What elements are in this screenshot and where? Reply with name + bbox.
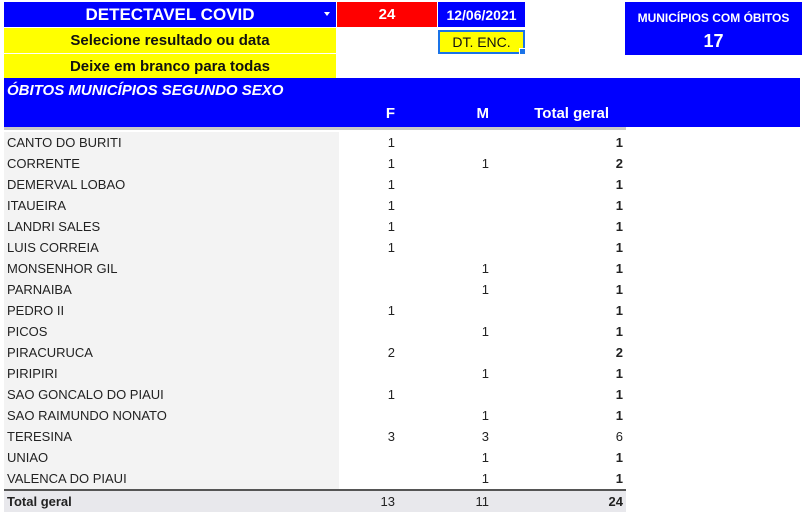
count-value: 24 — [378, 6, 396, 23]
dropdown-arrow-icon[interactable] — [324, 12, 330, 16]
cell-f — [336, 363, 395, 384]
municipality-name: PIRIPIRI — [4, 363, 339, 384]
cell-m: 1 — [481, 366, 489, 381]
kpi-value: 17 — [703, 31, 724, 51]
cell-f: 1 — [387, 387, 395, 402]
instruction-blank-text: Deixe em branco para todas — [69, 57, 271, 75]
cell-f: 1 — [387, 303, 395, 318]
cell-m — [395, 342, 489, 363]
cell-total: 1 — [615, 303, 623, 318]
table-title: ÓBITOS MUNICÍPIOS SEGUNDO SEXO — [7, 82, 284, 99]
selection-handle[interactable] — [519, 48, 526, 55]
kpi-box — [625, 2, 802, 55]
cell-total: 1 — [615, 408, 623, 423]
cell-total: 1 — [615, 366, 623, 381]
table-row — [4, 153, 626, 174]
cell-f — [336, 447, 395, 468]
cell-f: 1 — [387, 135, 395, 150]
municipality-name: LANDRI SALES — [4, 216, 339, 237]
table-row — [4, 342, 626, 363]
cell-m: 3 — [481, 429, 489, 444]
cell-total: 1 — [615, 219, 623, 234]
instruction-select-text: Selecione resultado ou data — [70, 32, 270, 49]
municipality-name: SAO GONCALO DO PIAUI — [4, 384, 339, 405]
cell-m — [395, 195, 489, 216]
cell-f: 1 — [387, 240, 395, 255]
cell-f: 1 — [387, 219, 395, 234]
table-row — [4, 237, 626, 258]
cell-f: 1 — [387, 177, 395, 192]
municipality-name: PICOS — [4, 321, 339, 342]
municipality-name: VALENCA DO PIAUI — [4, 468, 339, 489]
cell-f — [336, 258, 395, 279]
date-type-cell[interactable] — [438, 30, 525, 54]
cell-total: 1 — [615, 450, 623, 465]
municipality-name: SAO RAIMUNDO NONATO — [4, 405, 339, 426]
municipality-name: CANTO DO BURITI — [4, 132, 339, 153]
cell-m: 1 — [481, 282, 489, 297]
table-header — [4, 78, 800, 127]
cell-total: 2 — [615, 156, 623, 171]
table-row — [4, 447, 626, 468]
date-type-value: DT. ENC. — [452, 34, 511, 50]
cell-m — [395, 237, 489, 258]
instruction-blank — [4, 54, 336, 78]
filter-dropdown[interactable] — [4, 2, 336, 27]
municipality-name: PIRACURUCA — [4, 342, 339, 363]
cell-m — [395, 216, 489, 237]
cell-m: 1 — [481, 408, 489, 423]
column-header-m[interactable]: M — [476, 105, 489, 122]
cell-m: 1 — [481, 450, 489, 465]
municipality-name: DEMERVAL LOBAO — [4, 174, 339, 195]
table-row — [4, 174, 626, 195]
table-row — [4, 195, 626, 216]
cell-total: 1 — [615, 240, 623, 255]
instruction-select — [4, 28, 336, 53]
cell-m: 1 — [481, 471, 489, 486]
municipality-name: LUIS CORREIA — [4, 237, 339, 258]
kpi-label: MUNICÍPIOS COM ÓBITOS — [637, 11, 790, 25]
cell-total: 1 — [615, 198, 623, 213]
date-value: 12/06/2021 — [446, 6, 517, 23]
cell-total: 6 — [615, 429, 623, 444]
municipality-name: CORRENTE — [4, 153, 339, 174]
cell-m — [395, 174, 489, 195]
cell-total: 1 — [615, 471, 623, 486]
cell-f — [336, 468, 395, 489]
municipality-name: PARNAIBA — [4, 279, 339, 300]
cell-m: 1 — [481, 324, 489, 339]
cell-f: 3 — [387, 429, 395, 444]
municipality-name: TERESINA — [4, 426, 339, 447]
cell-total: 1 — [615, 261, 623, 276]
table-row — [4, 468, 626, 489]
cell-m — [395, 132, 489, 153]
cell-m — [395, 300, 489, 321]
filter-title: DETECTAVEL COVID — [85, 4, 255, 24]
cell-total: 1 — [615, 135, 623, 150]
cell-total: 1 — [615, 282, 623, 297]
cell-m — [395, 384, 489, 405]
municipality-name: PEDRO II — [4, 300, 339, 321]
cell-total: 1 — [615, 177, 623, 192]
footer-f: 13 — [380, 494, 395, 509]
table-row — [4, 321, 626, 342]
table-row — [4, 216, 626, 237]
footer-total: 24 — [608, 494, 623, 509]
table-row — [4, 405, 626, 426]
cell-m: 1 — [481, 261, 489, 276]
table-row — [4, 363, 626, 384]
municipality-name: UNIAO — [4, 447, 339, 468]
cell-total: 1 — [615, 387, 623, 402]
cell-m: 1 — [481, 156, 489, 171]
footer-row — [4, 491, 626, 512]
table-row — [4, 132, 626, 153]
table-row — [4, 279, 626, 300]
municipality-name: ITAUEIRA — [4, 195, 339, 216]
cell-f — [336, 279, 395, 300]
count-cell — [337, 2, 437, 27]
table-row — [4, 258, 626, 279]
table-row — [4, 384, 626, 405]
cell-f — [336, 321, 395, 342]
cell-total: 1 — [615, 324, 623, 339]
column-header-total[interactable]: Total geral — [534, 105, 609, 122]
column-header-f[interactable]: F — [385, 105, 395, 122]
cell-f: 1 — [387, 198, 395, 213]
cell-f — [336, 405, 395, 426]
footer-m: 11 — [475, 494, 489, 509]
cell-f: 2 — [387, 345, 395, 360]
cell-f: 1 — [387, 156, 395, 171]
footer-label: Total geral — [7, 494, 72, 509]
table-row — [4, 300, 626, 321]
date-cell[interactable] — [438, 2, 525, 27]
header-divider — [4, 127, 626, 130]
municipality-name: MONSENHOR GIL — [4, 258, 339, 279]
cell-total: 2 — [615, 345, 623, 360]
table-row — [4, 426, 626, 447]
